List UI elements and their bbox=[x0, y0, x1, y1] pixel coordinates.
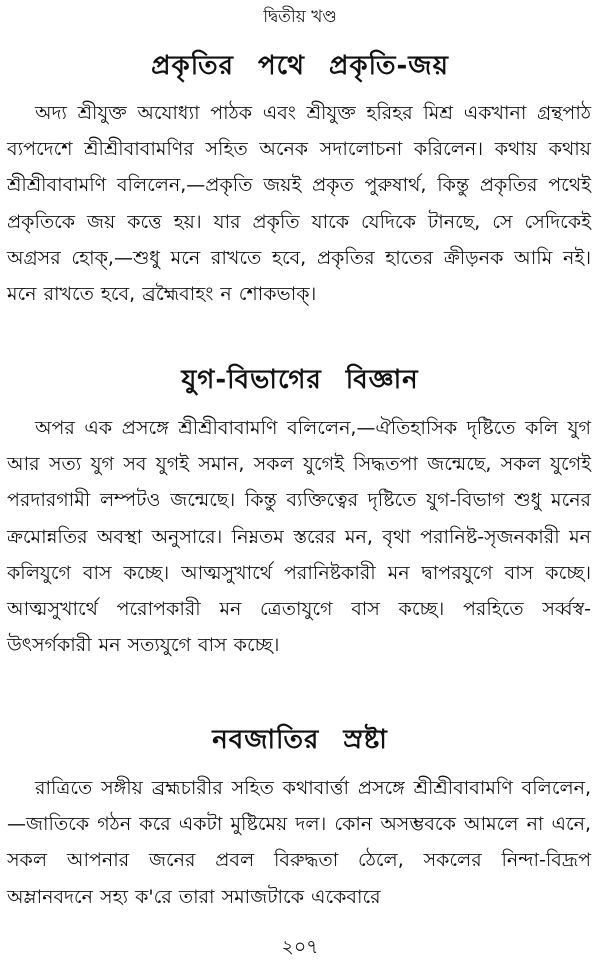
section-paragraph: অপর এক প্রসঙ্গে শ্রীশ্রীবাবামণি বলিলেন,—ঐতিহাসিক দৃষ্টিতে কলি যুগ আর সত্য যুগ সব যুগই সমান, সকল যুগেই সিদ্ধতপা জন্মেছে, সকল যুগেই পরদারগামী লম্পটও জন্মেছে। কিন্তু ব্যক্তিত্বের দৃষ্টিতে যুগ-বিভাগ শুধু মনের ক্রমোন্নতির অবস্থা অনুসারে। নিম্নতম স্তরের মন, বৃথা পরানিষ্ট-সৃজনকারী মন কলিযুগে বাস কচ্ছে। আত্মসুখার্থে পরানিষ্টকারী মন দ্বাপরযুগে বাস কচ্ছে। আত্মসুখার্থে পরোপকারী মন ত্রেতাযুগে বাস কচ্ছে। পরহিতে সর্ব্বস্ব-উৎসর্গকারী মন সত্যযুগে বাস কচ্ছে। bbox=[7, 417, 591, 657]
running-head: দ্বিতীয় খণ্ড bbox=[263, 7, 337, 27]
section-heading: নবজাতির স্রষ্টা bbox=[212, 725, 388, 755]
section-paragraph: অদ্য শ্রীযুক্ত অযোধ্যা পাঠক এবং শ্রীযুক্ত হরিহর মিশ্র একখানা গ্রন্থপাঠ ব্যপদেশে শ্রীশ্রীবাবামণির সহিত অনেক সদালোচনা করিলেন। কথায় কথায় শ্রীশ্রীবাবামণি বলিলেন,—প্রকৃতি জয়ই প্রকৃত পুরুষার্থ, কিন্তু প্রকৃতির পথেই প্রকৃতিকে জয় কত্তে হয়। যার প্রকৃতি যাকে যেদিকে টানছে, সে সেদিকেই অগ্রসর হোক্,—শুধু মনে রাখতে হবে, প্রকৃতির হাতের ক্রীড়নক আমি নই। মনে রাখতে হবে, ব্রহ্মৈবাহং ন শোকভাক্। bbox=[7, 102, 591, 306]
section-heading: প্রকৃতির পথে প্রকৃতি-জয় bbox=[151, 51, 449, 81]
page-number: ২০৭ bbox=[281, 936, 319, 958]
section-heading: যুগ-বিভাগের বিজ্ঞান bbox=[181, 365, 419, 395]
section-paragraph: রাত্রিতে সঙ্গীয় ব্রহ্মচারীর সহিত কথাবার্ত্তা প্রসঙ্গে শ্রীশ্রীবাবামণি বলিলেন,—জাতিকে গঠন করে একটা মুষ্টিমেয় দল। কোন অসম্ভবকে আমলে না এনে, সকল আপনার জনের প্রবল বিরুদ্ধতা ঠেলে, সকলের নিন্দা-বিদ্রূপ অম্লানবদনে সহ্য ক'রে তারা সমাজটাকে একেবারে bbox=[7, 777, 591, 908]
